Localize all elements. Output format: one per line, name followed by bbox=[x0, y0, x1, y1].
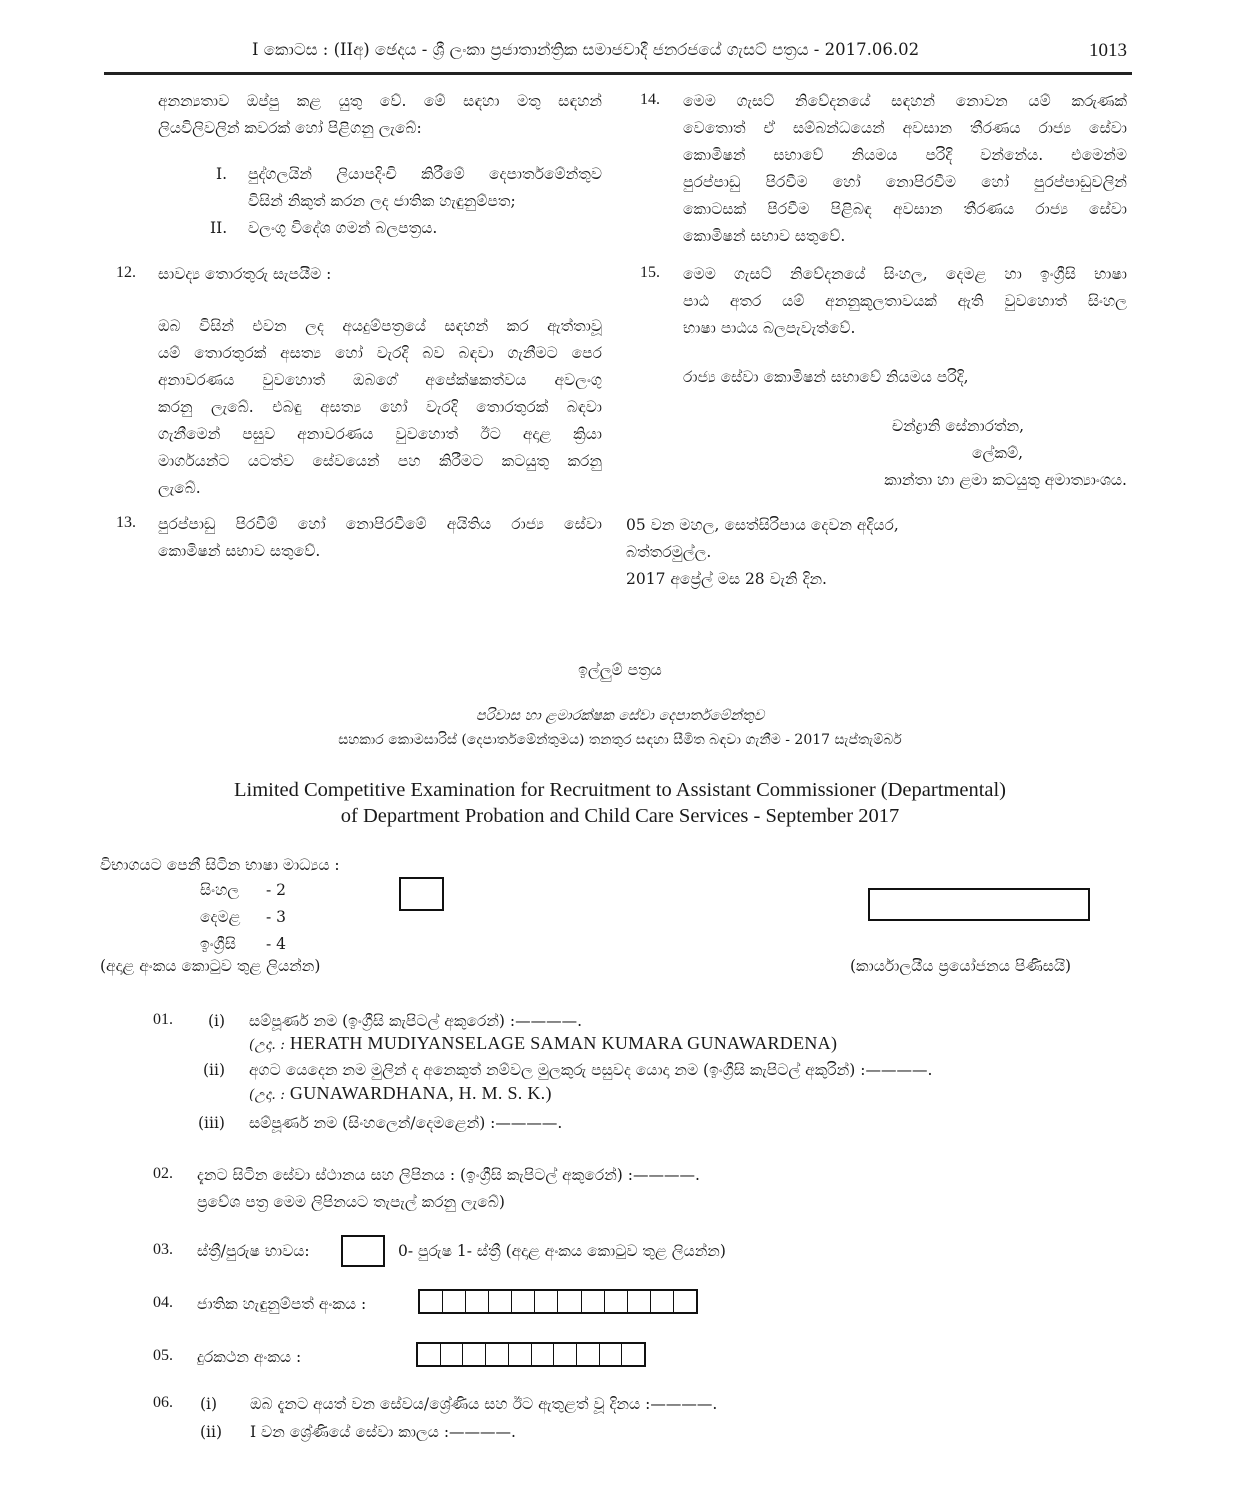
char-cell[interactable] bbox=[486, 1344, 509, 1365]
medium-code: - 4 bbox=[266, 935, 287, 953]
address-line: 2017 අප්‍රේල් මස 28 වැනි දින. bbox=[626, 570, 827, 588]
nic-label: ජාතික හැඳුනුම්පත් අංකය : bbox=[197, 1295, 367, 1313]
office-use-note: (කාර්යාලයීය ප්‍රයෝජනය පිණිසයි) bbox=[850, 957, 1072, 975]
para-line: භාෂා පාඨය බලපැවැත්වේ. bbox=[683, 319, 856, 337]
char-cell[interactable] bbox=[512, 1291, 535, 1312]
example-prefix: (උදා. : bbox=[249, 1037, 285, 1053]
item-number: 13. bbox=[116, 514, 136, 531]
intro-paragraph bbox=[158, 88, 602, 142]
para-line: පාඨ අතර යම් අනනුකූලතාවයක් ඇති වුවහොත් සිංහල bbox=[683, 292, 1127, 310]
office-use-box[interactable] bbox=[868, 888, 1090, 921]
address-question-line: ප්‍රවේශ පත්‍ර මෙම ලිපිනයට තැපැල් කරනු ලැබේ) bbox=[197, 1193, 505, 1211]
english-title-line2: of Department Probation and Child Care Services - September 2017 bbox=[340, 805, 900, 827]
full-name-english-label: සම්පූර්ණ නම (ඉංග්‍රීසි කැපිටල් අකුරෙන්) :————. bbox=[249, 1012, 583, 1030]
medium-name: ඉංග්‍රීසි bbox=[200, 935, 236, 953]
para-line: මෙම ගැසට් නිවේදනයේ සිංහල, දෙමළ හා ඉංග්‍රීසි භාෂා bbox=[683, 265, 1127, 283]
char-cell[interactable] bbox=[489, 1291, 512, 1312]
id-document-list bbox=[210, 161, 602, 242]
name-with-initials-label: අගට යෙදෙන නම මුලින් ද අනෙකුත් නම්වල මුලකුරු පසුවද යොදා නම (ඉංග්‍රීසි කැපිටල් අකුරින්) :————. bbox=[249, 1061, 933, 1079]
signature-block bbox=[800, 413, 1127, 494]
para-line: මාර්ගයන්ට යටත්ව සේවයෙන් පහ කිරීමට කටයුතු කරනු bbox=[158, 452, 602, 470]
char-cell[interactable] bbox=[532, 1344, 555, 1365]
phone-label: දුරකථන අංකය : bbox=[197, 1348, 302, 1366]
page-header bbox=[0, 40, 1240, 76]
address-question-line: දැනට සිටින සේවා ස්ථානය සහ ලිපිනය : (ඉංග්‍රීසි කැපිටල් අකුරෙන්) :————. bbox=[197, 1166, 700, 1184]
char-cell[interactable] bbox=[443, 1291, 466, 1312]
item13-paragraph bbox=[158, 511, 602, 565]
address-question bbox=[197, 1162, 700, 1216]
para-line: ලැබේ. bbox=[158, 479, 201, 497]
para-line: ඔබ විසින් එවන ලද අයදුම්පත්‍රයේ සඳහන් කර ඇත්තාවූ bbox=[158, 317, 602, 335]
item-number: 15. bbox=[640, 264, 660, 281]
para-line: කොමිෂන් සභාව සතුවේ. bbox=[158, 542, 321, 560]
list-line: විසින් නිකුත් කරන ලද ජාතික හැඳුනුම්පත; bbox=[248, 192, 516, 210]
medium-option bbox=[200, 904, 286, 931]
nic-number-input[interactable] bbox=[418, 1289, 698, 1314]
medium-code-input-box[interactable] bbox=[399, 877, 444, 911]
para-line: ගැනීමෙන් පසුව අනාවරණය වුවහොත් ඊට අදාළ ක්‍රියා bbox=[158, 425, 602, 443]
medium-name: සිංහල bbox=[200, 881, 240, 899]
english-title-line1: Limited Competitive Examination for Recruitment to Assistant Commissioner (Departmental) bbox=[233, 779, 1007, 801]
question-number: 02. bbox=[153, 1165, 173, 1182]
char-cell[interactable] bbox=[651, 1291, 674, 1312]
department-name: පරිවාස හා ළමාරක්ෂක සේවා දෙපාර්තමේන්තුව bbox=[475, 708, 765, 724]
sub-label: (i) bbox=[200, 1395, 218, 1413]
char-cell[interactable] bbox=[420, 1291, 443, 1312]
list-roman: II. bbox=[210, 219, 228, 237]
signatory-ministry: කාන්තා හා ළමා කටයුතු අමාත්‍යාංශය. bbox=[884, 471, 1127, 489]
question-number: 05. bbox=[153, 1347, 173, 1364]
item15-paragraph bbox=[683, 261, 1127, 342]
question-number: 06. bbox=[153, 1394, 173, 1411]
medium-option bbox=[200, 877, 286, 904]
list-roman: I. bbox=[216, 165, 228, 183]
sub-label: (ii) bbox=[203, 1061, 226, 1079]
example-value: GUNAWARDHANA, H. M. S. K.) bbox=[289, 1083, 552, 1103]
char-cell[interactable] bbox=[605, 1291, 628, 1312]
question-number: 01. bbox=[153, 1011, 173, 1028]
example-prefix: (උදා. : bbox=[249, 1087, 285, 1103]
para-line: පුරප්පාඩු පිරවීම් හෝ නොපිරවීමේ අයිතිය රාජ්‍ය සේවා bbox=[158, 515, 602, 533]
service-period-label: I වන ශ්‍රේණියේ සේවා කාලය :————. bbox=[250, 1423, 516, 1441]
char-cell[interactable] bbox=[577, 1344, 600, 1365]
address-block bbox=[626, 512, 899, 593]
form-title: ඉල්ලුම් පත්‍රය bbox=[578, 661, 662, 679]
list-line: පුද්ගලයින් ලියාපදිංචි කිරීමේ දෙපාර්තමේන්තුව bbox=[248, 165, 602, 183]
address-line: බත්තරමුල්ල. bbox=[626, 543, 712, 561]
char-cell[interactable] bbox=[535, 1291, 558, 1312]
list-line: වලංගු විදේශ ගමන් බලපත්‍රය. bbox=[248, 219, 438, 237]
page-number: 1013 bbox=[1089, 40, 1127, 61]
question-number: 04. bbox=[153, 1294, 173, 1311]
form-subtitle: සහකාර කොමසාරිස් (දෙපාර්තමේන්තුමය) තනතුර සඳහා සීමිත බඳවා ගැනීම - 2017 සැප්තැම්බර් bbox=[338, 732, 902, 748]
medium-code: - 2 bbox=[266, 881, 287, 899]
para-line: මෙම ගැසට් නිවේදනයේ සඳහන් නොවන යම් කරුණක් bbox=[683, 92, 1127, 110]
char-cell[interactable] bbox=[418, 1344, 441, 1365]
char-cell[interactable] bbox=[582, 1291, 605, 1312]
medium-name: දෙමළ bbox=[200, 908, 241, 926]
char-cell[interactable] bbox=[622, 1344, 644, 1365]
gender-options: 0- පුරුෂ 1- ස්ත්‍රී (අදාළ අංකය කොටුව තුළ ලියන්න) bbox=[398, 1242, 726, 1260]
order-line: රාජ්‍ය සේවා කොමිෂන් සභාවේ නියමය පරිදි, bbox=[683, 368, 969, 386]
char-cell[interactable] bbox=[600, 1344, 623, 1365]
para-line: පුරප්පාඩු පිරවීම හෝ නොපිරවීම හෝ පුරප්පාඩුවලින් bbox=[683, 173, 1127, 191]
address-line: 05 වන මහල, සෙත්සිරිපාය දෙවන අදියර, bbox=[626, 516, 899, 534]
medium-code: - 3 bbox=[266, 908, 287, 926]
item-number: 14. bbox=[640, 91, 660, 108]
item-number: 12. bbox=[116, 264, 136, 281]
name-with-initials-example bbox=[249, 1080, 552, 1109]
header-rule bbox=[104, 72, 1132, 75]
para-line: අනාවරණය වුවහොත් ඔබගේ අපේක්ෂකත්වය අවලංගු bbox=[158, 371, 602, 389]
item12-heading: සාවද්‍ය තොරතුරු සැපයීම : bbox=[158, 265, 332, 283]
intro-line: අනන්‍යතාව ඔප්පු කළ යුතු වේ. මේ සඳහා මතු සඳහන් bbox=[158, 92, 602, 110]
medium-options bbox=[200, 877, 286, 958]
intro-line: ලියවිලිවලින් කවරක් හෝ පිළිගනු ලැබේ: bbox=[158, 119, 422, 137]
medium-note: (අදාළ අංකය කොටුව තුළ ලියන්න) bbox=[100, 957, 321, 975]
item14-paragraph bbox=[683, 88, 1127, 250]
para-line: කොමිෂන් සභාව සතුවේ. bbox=[683, 227, 846, 245]
char-cell[interactable] bbox=[674, 1291, 696, 1312]
char-cell[interactable] bbox=[441, 1344, 464, 1365]
signatory-name: චන්ද්‍රානි සේනාරත්න, bbox=[892, 417, 1025, 435]
char-cell[interactable] bbox=[628, 1291, 651, 1312]
char-cell[interactable] bbox=[558, 1291, 581, 1312]
char-cell[interactable] bbox=[509, 1344, 532, 1365]
full-name-example bbox=[249, 1030, 837, 1059]
char-cell[interactable] bbox=[554, 1344, 577, 1365]
full-name-sinhala-label: සම්පූර්ණ නම (සිංහලෙන්/දෙමළෙන්) :————. bbox=[249, 1114, 563, 1132]
para-line: කොටසක් පිරවීම පිළිබඳ අවසාන තීරණය රාජ්‍ය සේවා bbox=[683, 200, 1127, 218]
sub-label: (iii) bbox=[198, 1114, 225, 1132]
phone-number-input[interactable] bbox=[416, 1342, 646, 1367]
item12-paragraph bbox=[158, 313, 602, 502]
example-value: HERATH MUDIYANSELAGE SAMAN KUMARA GUNAWARDENA) bbox=[289, 1033, 838, 1053]
para-line: කරනු ලැබේ. එබඳු අසත්‍ය හෝ වැරදි තොරතුරක් බඳවා bbox=[158, 398, 602, 416]
question-number: 03. bbox=[153, 1241, 173, 1258]
gender-label: ස්ත්‍රී/පුරුෂ භාවය: bbox=[197, 1242, 310, 1260]
sub-label: (ii) bbox=[200, 1423, 223, 1441]
para-line: වෙතොත් ඒ සම්බන්ධයෙන් අවසාන තීරණය රාජ්‍ය සේවා bbox=[683, 119, 1127, 137]
signatory-title: ලේකම්, bbox=[972, 444, 1024, 462]
gender-input-box[interactable] bbox=[341, 1235, 385, 1267]
para-line: යම් තොරතුරක් අසත්‍ය හෝ වැරදි බව බඳවා ගැනීමට පෙර bbox=[158, 344, 602, 362]
gazette-header-title: I කොටස : (IIඅ) ඡෙදය - ශ්‍රී ලංකා ප්‍රජාතාන්ත්‍රික සමාජවාදී ජනරජයේ ගැසට් පත්‍රය - 2017.06.02 bbox=[252, 40, 920, 59]
medium-label: විභාගයට පෙනී සිටින භාෂා මාධ්‍යය : bbox=[100, 856, 340, 874]
char-cell[interactable] bbox=[463, 1344, 486, 1365]
char-cell[interactable] bbox=[466, 1291, 489, 1312]
sub-label: (i) bbox=[208, 1012, 226, 1030]
para-line: කොමිෂන් සභාවේ නියමය පරිදි වන්නේය. එමෙන්ම bbox=[683, 146, 1127, 164]
service-grade-label: ඔබ දැනට අයත් වන සේවය/ශ්‍රේණිය සහ ඊට ඇතුළත් වූ දිනය :————. bbox=[250, 1395, 718, 1413]
